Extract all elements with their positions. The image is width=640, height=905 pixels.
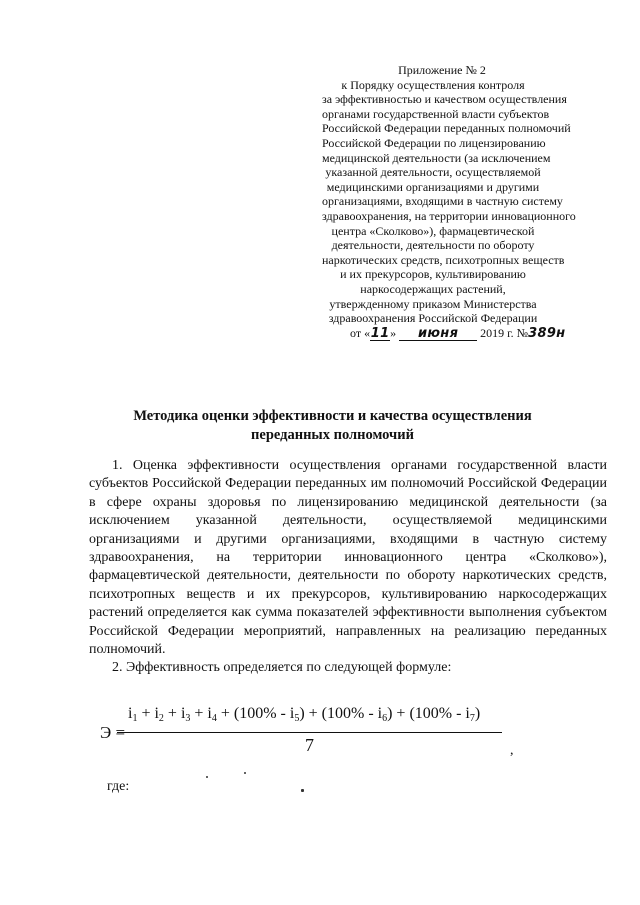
appendix-line: здравоохранения, на территории инновационного [322, 208, 576, 223]
appendix-line: Российской Федерации по лицензированию [322, 135, 546, 150]
handwritten-month: июня [399, 327, 477, 341]
formula-numerator: $i_1 + i_2 + i_3 + i_4 + (100\% - i_5) + (100\% - i_6) + (100\% - i_7)$ [128, 705, 481, 724]
paragraph-1: 1. Оценка эффективности осуществления органами государственной власти субъектов Российской Федерации переданных им полномочий Российской Федерации в сфере охраны здоровья по лицензированию медицинской деятельности (за исключением указанной деятельности, осуществляемой медицинскими организациями и другими организациями, входящими в частную систему здравоохранения, на территории инновационного центра «Сколково»), фармацевтической деятельности, деятельности по обороту наркотических средств, психотропных веществ и их прекурсоров, культивированию наркосодержащих растений определяется как сумма показателей эффективности выполнения субъектом Российской Федерации мероприятий, направленных на реализацию переданных полномочий. [89, 458, 607, 658]
appendix-line: центра «Сколково»), фармацевтической [331, 223, 535, 238]
scan-speck [206, 776, 208, 778]
handwritten-day: 11 [370, 325, 390, 341]
appendix-line: утвержденному приказом Министерства [329, 296, 537, 311]
fraction-line [117, 732, 502, 733]
scan-speck [301, 789, 304, 792]
title-line-1: Методика оценки эффективности и качества осуществления [133, 408, 532, 424]
where-label: где: [107, 779, 130, 794]
appendix-header [322, 63, 576, 341]
appendix-line: здравоохранения Российской Федерации [328, 311, 538, 326]
methodology-title [80, 407, 585, 445]
date-prefix: от « [350, 325, 371, 340]
appendix-line: и их прекурсоров, культивированию [340, 267, 526, 282]
appendix-line: Российской Федерации переданных полномочий [322, 121, 571, 136]
body-text [89, 457, 607, 678]
efficiency-formula [100, 705, 520, 765]
date-mid: » [390, 325, 397, 340]
year-label: 2019 г. № [480, 325, 529, 340]
appendix-line: органами государственной власти субъектов [322, 106, 550, 121]
appendix-line: организациями, входящими в частную систему [322, 194, 563, 209]
handwritten-order-number: 389н [528, 325, 566, 341]
appendix-line: наркосодержащих растений, [360, 281, 506, 296]
appendix-line: медицинскими организациями и другими [326, 179, 540, 194]
formula-denominator: 7 [305, 735, 314, 755]
appendix-title: Приложение № 2 [398, 63, 486, 77]
appendix-line: наркотических средств, психотропных веществ [322, 252, 565, 267]
appendix-line: за эффективностью и качеством осуществления [322, 92, 567, 107]
scan-speck [244, 772, 246, 774]
title-line-2: переданных полномочий [251, 427, 414, 443]
formula-lhs: Э = [100, 723, 126, 742]
paragraph-2: 2. Эффективность определяется по следующей формуле: [112, 660, 452, 676]
appendix-line: деятельности, деятельности по обороту [331, 238, 535, 253]
appendix-line: медицинской деятельности (за исключением [322, 150, 551, 165]
appendix-line: к Порядку осуществления контроля [341, 77, 525, 92]
appendix-line: указанной деятельности, осуществляемой [325, 165, 541, 180]
formula-trailing-comma: , [510, 743, 514, 758]
order-date-number [322, 325, 566, 342]
